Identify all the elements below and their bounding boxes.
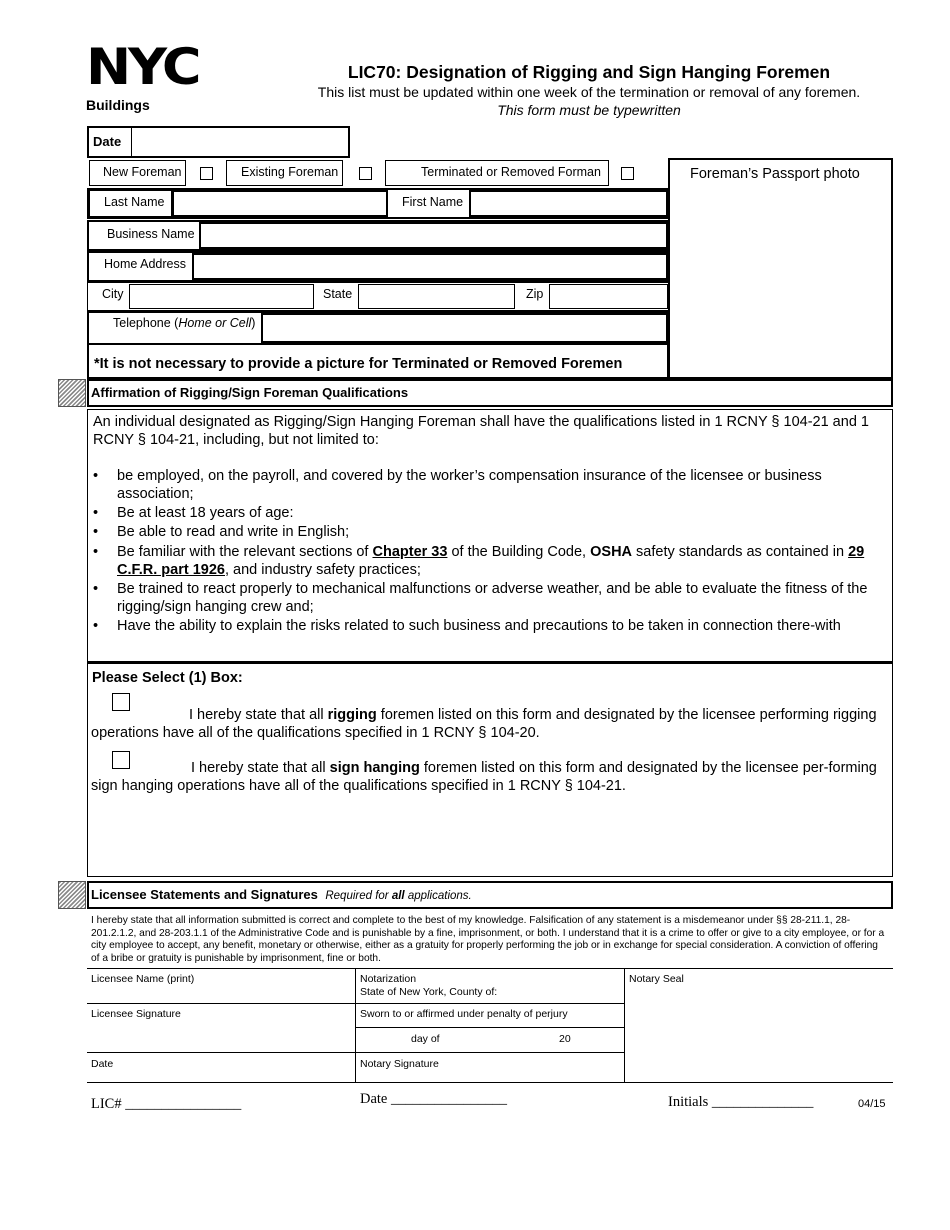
zip-input[interactable] — [549, 284, 668, 309]
footer-date-field[interactable]: Date ________________ — [360, 1091, 507, 1107]
notarization-label: Notarization — [360, 973, 417, 985]
rigging-bold: rigging — [327, 707, 377, 723]
form-version: 04/15 — [858, 1098, 886, 1110]
qualification-item: • Have the ability to explain the risks related to such business and precautions to be taken in connection there-with — [89, 617, 883, 635]
signature-grid-vline-1 — [355, 968, 356, 1082]
rigging-statement — [91, 706, 887, 742]
first-name-label: First Name — [402, 195, 464, 209]
telephone-input[interactable] — [261, 313, 668, 343]
signatures-heading-line — [91, 887, 472, 902]
terminated-foreman-label: Terminated or Removed Forman — [421, 165, 601, 179]
form-subtitle: This list must be updated within one week of the termination or removal of any foremen. — [317, 84, 861, 100]
note-text-a: Required for — [325, 890, 392, 902]
home-address-input[interactable] — [192, 253, 668, 280]
qualification-list — [89, 467, 883, 635]
logo-subtext: Buildings — [86, 97, 150, 113]
licensee-name-label: Licensee Name (print) — [91, 973, 195, 985]
business-name-input[interactable] — [199, 222, 668, 249]
qualification-item — [89, 543, 883, 579]
signature-date-field[interactable] — [88, 1070, 354, 1081]
city-label: City — [102, 287, 124, 301]
notary-seal-label: Notary Seal — [629, 973, 684, 985]
county-label: State of New York, County of: — [360, 986, 498, 998]
form-title: LIC70: Designation of Rigging and Sign Hanging Foremen — [347, 62, 831, 82]
item4-text-a: Be familiar with the relevant sections of — [117, 544, 373, 560]
lic-number-field[interactable]: LIC# ________________ — [91, 1096, 242, 1112]
selection-heading: Please Select (1) Box: — [92, 670, 243, 686]
chapter-33-link[interactable]: Chapter 33 — [372, 544, 448, 560]
telephone-label-end: ) — [251, 316, 256, 330]
last-name-label: Last Name — [104, 195, 165, 209]
item4-text-c: safety standards as contained in — [632, 544, 849, 560]
signature-grid-hline-1 — [87, 1003, 624, 1004]
signatures-heading: Licensee Statements and Signatures — [91, 887, 318, 902]
business-name-label: Business Name — [107, 227, 195, 241]
existing-foreman-checkbox[interactable] — [359, 167, 372, 180]
notary-signature-label: Notary Signature — [360, 1058, 439, 1070]
date-label: Date — [93, 134, 122, 149]
year-label: 20 — [559, 1033, 571, 1045]
telephone-label-text: Telephone ( — [113, 316, 179, 330]
signature-grid-top-line — [87, 968, 893, 969]
section-marker-icon — [58, 379, 86, 407]
nyc-buildings-logo — [86, 38, 226, 116]
sign-hanging-bold: sign hanging — [329, 760, 420, 776]
city-input[interactable] — [129, 284, 314, 309]
qualification-item: • be employed, on the payroll, and covered by the worker’s compensation insurance of the licensee or business association; — [89, 467, 883, 503]
existing-foreman-label: Existing Foreman — [241, 165, 339, 179]
last-name-input[interactable] — [172, 190, 388, 217]
day-of-label: day of — [411, 1033, 440, 1045]
first-name-input[interactable] — [469, 190, 668, 217]
rigging-text-b: foremen listed on this form and designated by the licensee performing rigging operations have all of the qualifications specified in 1 RCNY § 104-20. — [91, 707, 877, 741]
qualification-item: • Be at least 18 years of age: — [89, 504, 883, 522]
affirmation-heading: Affirmation of Rigging/Sign Foreman Qualifications — [91, 385, 409, 400]
rigging-text-a: I hereby state that all — [189, 707, 328, 723]
state-label: State — [323, 287, 353, 301]
signature-grid-hline-3 — [87, 1052, 624, 1053]
typewritten-note: This form must be typewritten — [497, 102, 681, 118]
note-text-b: applications. — [404, 890, 472, 902]
sign-hanging-statement — [91, 759, 887, 795]
initials-field[interactable]: Initials ______________ — [668, 1094, 814, 1110]
notary-seal-area[interactable] — [626, 988, 892, 1080]
licensee-name-field[interactable] — [88, 985, 354, 1002]
signature-grid-hline-2 — [355, 1027, 624, 1028]
logo-wordmark: NYC — [86, 38, 199, 96]
signature-date-label: Date — [91, 1058, 114, 1070]
qualification-item: • Be trained to react properly to mechanical malfunctions or adverse weather, and be able to evaluate the fitness of the rigging/sign hanging crew and; — [89, 580, 883, 616]
state-input[interactable] — [358, 284, 515, 309]
telephone-label — [113, 316, 255, 330]
terminated-foreman-checkbox[interactable] — [621, 167, 634, 180]
licensee-signature-label: Licensee Signature — [91, 1008, 181, 1020]
cfr-1926-link[interactable]: 29 C.F.R. part 1926 — [117, 544, 865, 578]
affirmation-intro: An individual designated as Rigging/Sign Hanging Foreman shall have the qualifications listed in 1 RCNY § 104-21 and 1 RCNY § 104-21, including, but not limited to: — [93, 414, 869, 448]
note-bold: all — [391, 890, 405, 902]
section-marker-icon — [58, 881, 86, 909]
home-address-label: Home Address — [104, 257, 186, 271]
qualification-item: • Be able to read and write in English; — [89, 523, 883, 541]
zip-label: Zip — [526, 287, 544, 301]
notary-signature-field[interactable] — [357, 1070, 623, 1081]
picture-note: *It is not necessary to provide a picture for Terminated or Removed Foremen — [94, 356, 623, 372]
telephone-label-italic: Home or Cell — [178, 316, 252, 330]
passport-photo-box[interactable] — [668, 158, 893, 379]
date-input[interactable] — [131, 126, 350, 158]
signature-grid-bottom-line — [87, 1082, 893, 1083]
licensee-signature-field[interactable] — [88, 1021, 354, 1051]
sworn-label: Sworn to or affirmed under penalty of perjury — [360, 1008, 568, 1020]
osha-text: OSHA — [590, 544, 633, 560]
new-foreman-checkbox[interactable] — [200, 167, 213, 180]
sign-hanging-text-a: I hereby state that all — [191, 760, 330, 776]
item4-text-b: of the Building Code, — [447, 544, 591, 560]
item4-text-d: , and industry safety practices; — [225, 562, 421, 578]
passport-photo-label: Foreman’s Passport photo — [690, 166, 860, 182]
signature-grid-vline-2 — [624, 968, 625, 1082]
licensee-statement: I hereby state that all information submitted is correct and complete to the best of my knowledge. Falsification of any statement is a misdemeanor under §§ 28-211.1, 28-201.2.1.2, and 28-203.1.1 of the Administrative Code and is punishable by a fine, imprisonment, or both. I understand that it is a crime to offer or give to a city employee, or for a city employee to accept, any benefit, monetary or otherwise, either as a gratuity for properly performing the job or in exchange for special consideration. A conviction of offering of a bribe or gratuity is punishable by imprisonment, fine or both. — [91, 915, 885, 964]
new-foreman-label: New Foreman — [103, 165, 182, 179]
sign-hanging-text-b: foremen listed on this form and designated by the licensee per-forming sign hanging operations have all of the qualifications specified in 1 RCNY § 104-21. — [91, 760, 877, 794]
signatures-heading-note — [325, 890, 471, 902]
